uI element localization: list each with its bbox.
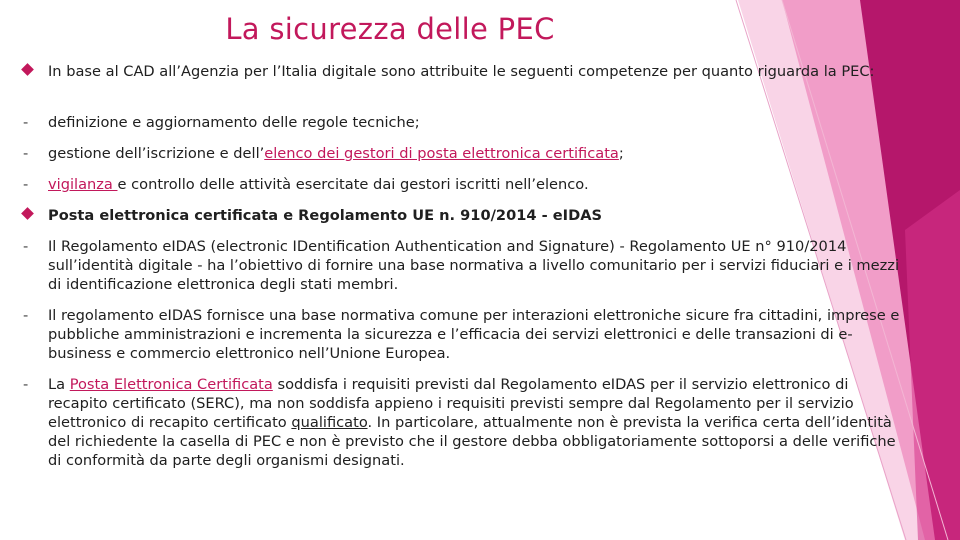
qualificato-text: qualificato — [291, 414, 368, 431]
paragraph-text: soddisfa i requisiti previsti dal Regolamento eIDAS per il servizio elettronico di recapito certificato (SERC), ma non soddisfa appieno i requisiti previsti sempre dal Regolamento per il servizio elettronico di recapito certificato — [48, 376, 854, 431]
item-text: gestione dell’iscrizione e dell’ — [48, 145, 265, 162]
paragraph-text: Il regolamento eIDAS fornisce una base normativa comune per interazioni elettroniche sicure fra cittadini, imprese e pubbliche amministrazioni e incrementa la sicurezza e l’efficacia dei servizi elettronici e delle transazioni di e-business e commercio elettronico nell’Unione Europea. — [48, 307, 900, 362]
paragraph-text: La — [48, 376, 70, 393]
intro-text: In base al CAD all’Agenzia per l’Italia digitale sono attribuite le seguenti competenze per quanto riguarda la PEC: — [48, 63, 875, 80]
diamond-bullet-icon — [21, 207, 34, 220]
slide-title: La sicurezza delle PEC — [225, 12, 555, 46]
slide-content — [20, 62, 900, 470]
dash-marker: - — [23, 114, 29, 131]
list-item — [20, 113, 900, 132]
paragraph-text: Il Regolamento eIDAS (electronic IDentification Authentication and Signature) - Regolamento UE n° 910/2014 sull’identità digitale - ha l’obiettivo di fornire una base normativa a livello comunitario per i servizi fiduciari e i mezzi di identificazione elettronica degli stati membri. — [48, 238, 900, 293]
list-item — [20, 175, 900, 194]
dash-marker: - — [23, 145, 29, 162]
item-text-end: ; — [618, 145, 624, 162]
list-item — [20, 144, 900, 163]
paragraph-item — [20, 306, 900, 363]
dash-marker: - — [23, 376, 29, 393]
diamond-bullet-icon — [21, 63, 34, 76]
paragraph-item — [20, 237, 900, 294]
heading-text: Posta elettronica certificata e Regolamento UE n. 910/2014 - eIDAS — [48, 207, 603, 224]
bullet-heading — [20, 206, 900, 225]
paragraph-item — [20, 375, 900, 470]
item-text: definizione e aggiornamento delle regole tecniche; — [48, 114, 420, 131]
paragraph-text: . In particolare, attualmente non è prevista la verifica certa dell’identità del richiedente la casella di PEC e non è previsto che il gestore debba obbligatoriamente sottoporsi a delle verifiche di conformità da parte degli organismi designati. — [48, 414, 896, 469]
elenco-gestori-link[interactable]: elenco dei gestori di posta elettronica certificata — [264, 145, 619, 162]
dash-marker: - — [23, 176, 29, 193]
bullet-intro — [20, 62, 900, 100]
item-text: e controllo delle attività esercitate dai gestori iscritti nell’elenco. — [117, 176, 589, 193]
dash-marker: - — [23, 307, 29, 324]
vigilanza-link[interactable]: vigilanza — [48, 176, 118, 193]
pec-link[interactable]: Posta Elettronica Certificata — [69, 376, 273, 393]
dash-marker: - — [23, 238, 29, 255]
